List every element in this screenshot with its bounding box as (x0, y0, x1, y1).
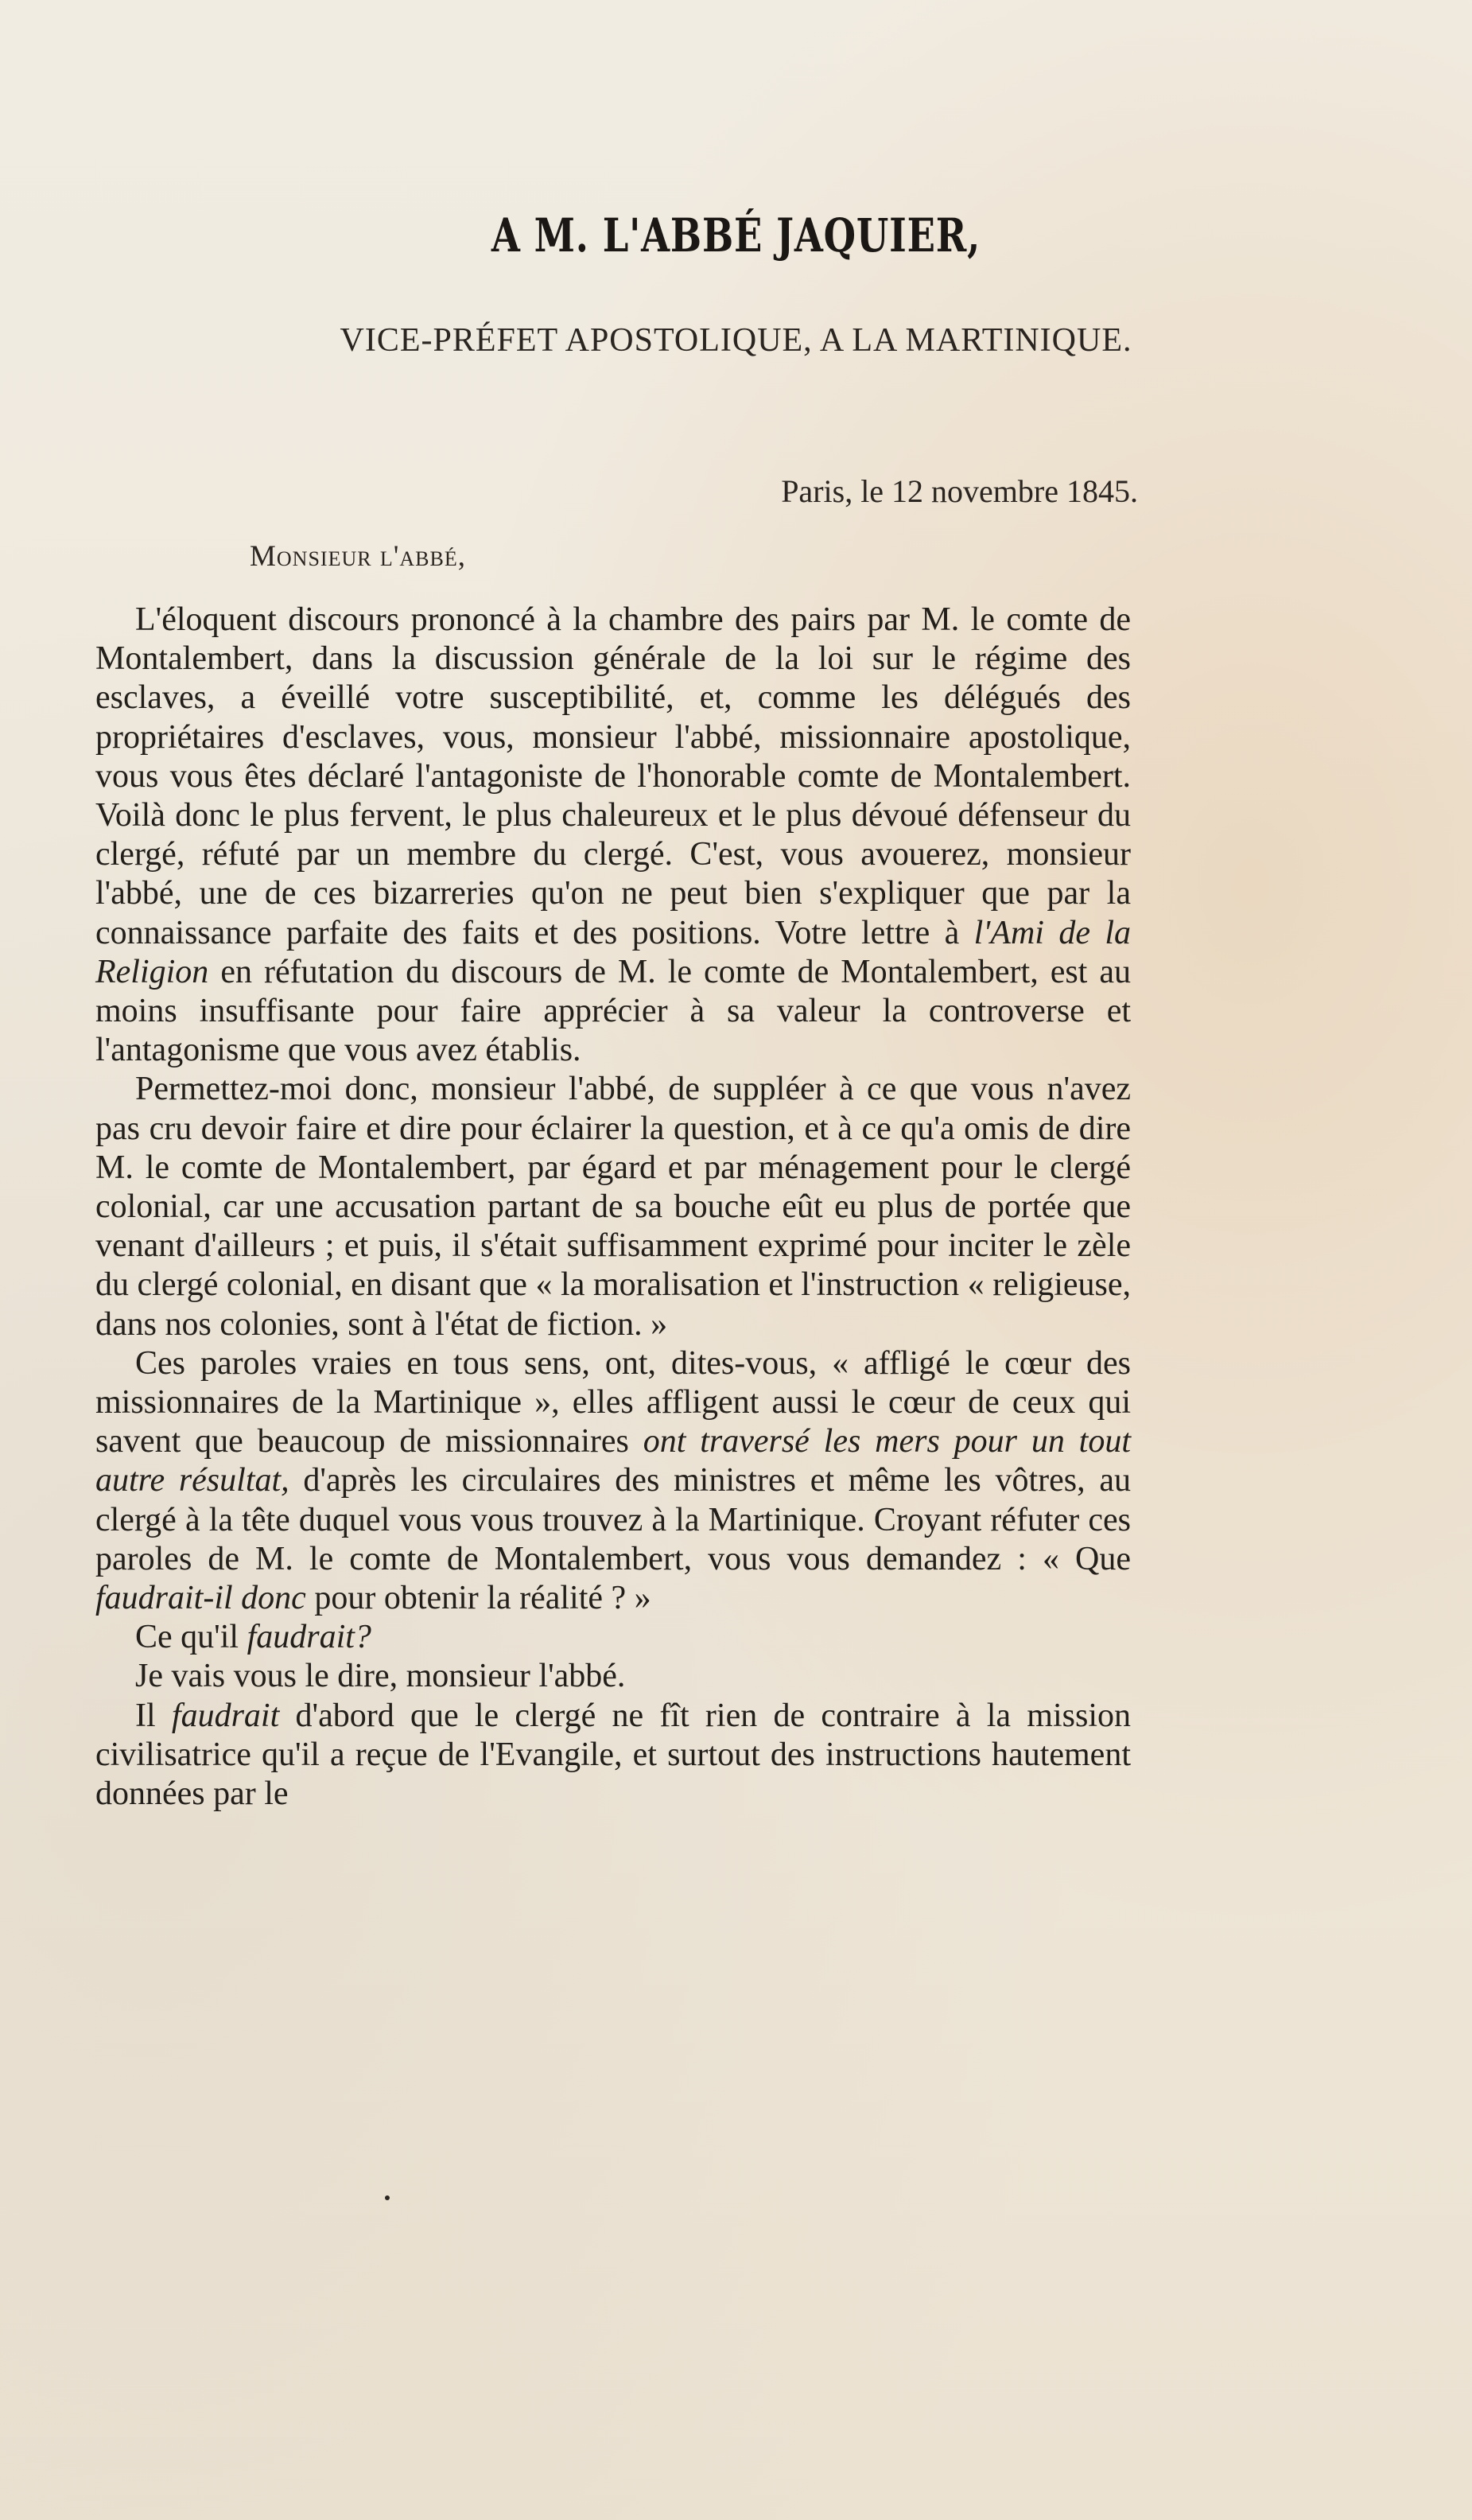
letter-body (95, 601, 1131, 1814)
paragraph (95, 601, 1131, 1070)
paragraph (95, 1697, 1131, 1814)
paragraph-text: pour obtenir la réalité ? » (305, 1580, 651, 1617)
paragraph-italic: faudrait (171, 1697, 280, 1734)
paragraph (95, 1344, 1131, 1618)
paragraph-text: Je vais vous le dire, monsieur l'abbé. (135, 1658, 626, 1695)
paragraph (95, 1070, 1131, 1344)
letter-subtitle: VICE-PRÉFET APOSTOLIQUE, A LA MARTINIQUE. (340, 322, 1132, 359)
paragraph-italic: l'Ami de la Religion (95, 914, 1131, 990)
paragraph-text: Ces paroles vraies en tous sens, ont, dites-vous, « affligé le cœur des missionnaires de la Martinique », elles affligent aussi le cœur de ceux qui savent que beaucoup de missionnaires (95, 1344, 1131, 1460)
paragraph (95, 1618, 1131, 1657)
paragraph-text: Permettez-moi donc, monsieur l'abbé, de suppléer à ce que vous n'avez pas cru devoir faire et dire pour éclairer la question, et à ce qu'a omis de dire M. le comte de Montalembert, par égard et par ménagement pour le clergé colonial, car une accusation partant de sa bouche eût eu plus de portée que venant d'ailleurs ; et puis, il s'était suffisamment exprimé pour inciter le zèle du clergé colonial, en disant que « la moralisation et l'instruction « religieuse, dans nos colonies, sont à l'état de fiction. » (95, 1071, 1131, 1343)
paragraph-text: d'après les circulaires des ministres et même les vôtres, au clergé à la tête duquel vous vous trouvez à la Martinique. Croyant réfuter ces paroles de M. le comte de Montalembert, vous vous demandez : « Que (95, 1462, 1132, 1577)
salutation: Monsieur l'abbé, (250, 540, 466, 573)
paragraph-text: L'éloquent discours prononcé à la chambre des pairs par M. le comte de Montalembert, dans la discussion générale de la loi sur le régime des esclaves, a éveillé votre susceptibilité, et, comme les délégués des propriétaires d'esclaves, vous, monsieur l'abbé, missionnaire apostolique, vous vous êtes déclaré l'antagoniste de l'honorable comte de Montalembert. Voilà donc le plus fervent, le plus chaleureux et le plus dévoué défenseur du clergé, réfuté par un membre du clergé. C'est, vous avouerez, monsieur l'abbé, une de ces bizarreries qu'on ne peut bien s'expliquer que par la connaissance parfaite des faits et des positions. Votre lettre à (95, 601, 1131, 951)
paragraph-text: Il (135, 1697, 172, 1734)
paragraph-text: d'abord que le clergé ne fît rien de contraire à la mission civilisatrice qu'il a reçue de l'Evangile, et surtout des instructions hautement données par le (95, 1697, 1131, 1813)
paragraph-italic: ont traversé les mers pour un tout autre résultat, (95, 1423, 1132, 1499)
paragraph-italic: faudrait-il donc (95, 1580, 306, 1617)
paragraph-text: en réfutation du discours de M. le comte de Montalembert, est au moins insuffisante pour faire apprécier à sa valeur la controverse et l'antagonisme que vous avez établis. (95, 953, 1131, 1069)
letter-title: A M. L'ABBÉ JAQUIER, (491, 208, 981, 262)
ink-dot (385, 2195, 390, 2200)
paragraph (95, 1657, 1131, 1696)
paragraph-text: Ce qu'il (135, 1619, 247, 1656)
paragraph-italic: faudrait? (247, 1619, 371, 1656)
dateline: Paris, le 12 novembre 1845. (781, 473, 1138, 509)
